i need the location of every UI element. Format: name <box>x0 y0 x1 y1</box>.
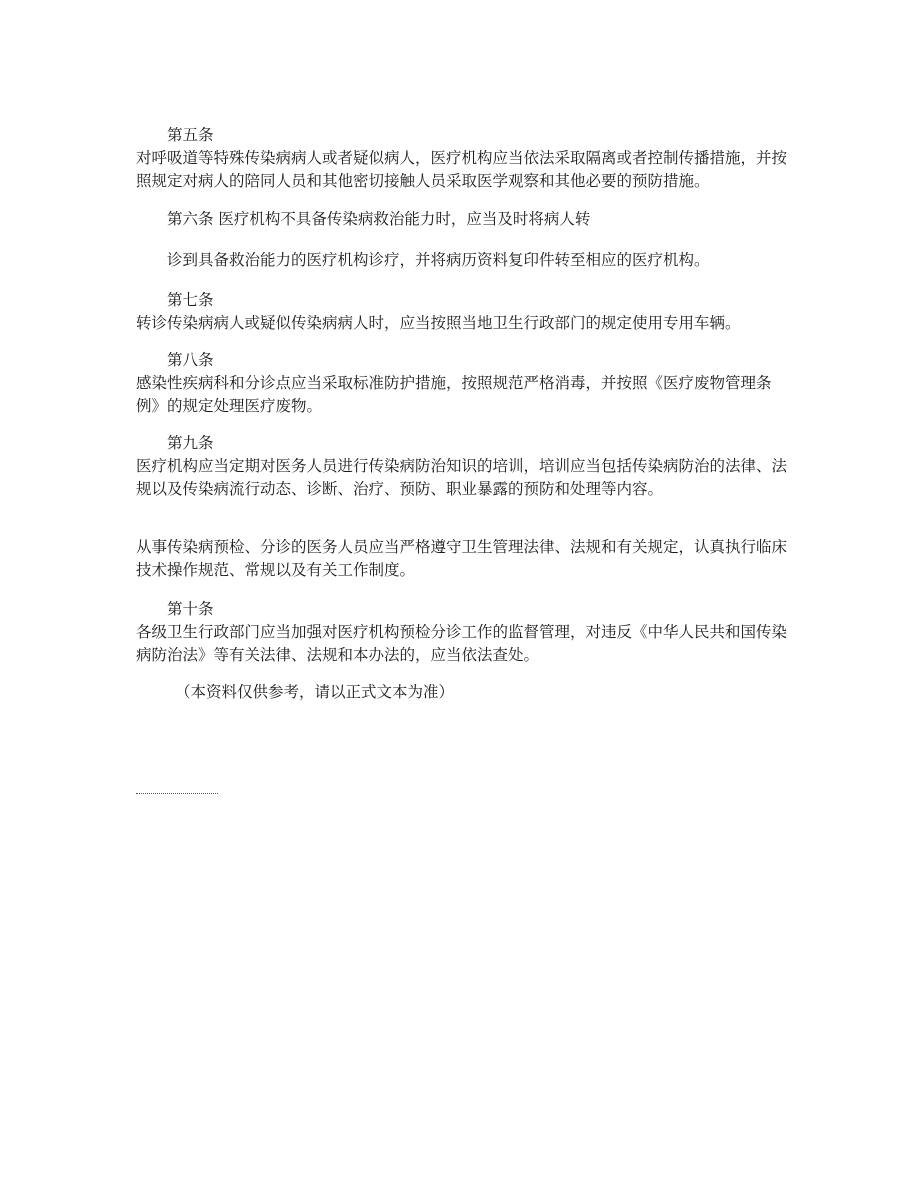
article-9-paragraph-2 <box>136 536 788 582</box>
article-10-heading: 第十条 <box>167 600 214 618</box>
article-7 <box>136 289 788 335</box>
article-5-body: 对呼吸道等特殊传染病病人或者疑似病人，医疗机构应当依法采取隔离或者控制传播措施，并按照规定对病人的陪同人员和其他密切接触人员采取医学观察和其他必要的预防措施。 <box>136 149 788 190</box>
article-7-heading: 第七条 <box>167 291 214 309</box>
article-6-heading-line: 第六条 医疗机构不具备传染病救治能力时，应当及时将病人转 <box>167 210 591 228</box>
article-10 <box>136 598 788 667</box>
footnote-divider <box>136 793 218 794</box>
reference-note: （本资料仅供参考，请以正式文本为准） <box>175 683 455 701</box>
article-5 <box>136 124 788 193</box>
article-8 <box>136 349 788 418</box>
article-8-heading: 第八条 <box>167 351 214 369</box>
article-6 <box>136 208 788 231</box>
article-5-heading: 第五条 <box>167 126 214 144</box>
article-8-body: 感染性疾病科和分诊点应当采取标准防护措施，按照规范严格消毒，并按照《医疗废物管理条例》的规定处理医疗废物。 <box>136 374 772 415</box>
article-9-heading: 第九条 <box>167 434 214 452</box>
article-6-continuation: 诊到具备救治能力的医疗机构诊疗，并将病历资料复印件转至相应的医疗机构。 <box>167 251 710 269</box>
article-9-body: 医疗机构应当定期对医务人员进行传染病防治知识的培训，培训应当包括传染病防治的法律、法规以及传染病流行动态、诊断、治疗、预防、职业暴露的预防和处理等内容。 <box>136 457 788 498</box>
article-6-continuation-block <box>136 249 788 272</box>
article-10-body: 各级卫生行政部门应当加强对医疗机构预检分诊工作的监督管理，对违反《中华人民共和国传染病防治法》等有关法律、法规和本办法的，应当依法查处。 <box>136 623 788 664</box>
article-9 <box>136 432 788 501</box>
article-9-paragraph-2-body: 从事传染病预检、分诊的医务人员应当严格遵守卫生管理法律、法规和有关规定，认真执行临床技术操作规范、常规以及有关工作制度。 <box>136 538 788 579</box>
article-7-body: 转诊传染病病人或疑似传染病病人时，应当按照当地卫生行政部门的规定使用专用车辆。 <box>136 314 741 332</box>
